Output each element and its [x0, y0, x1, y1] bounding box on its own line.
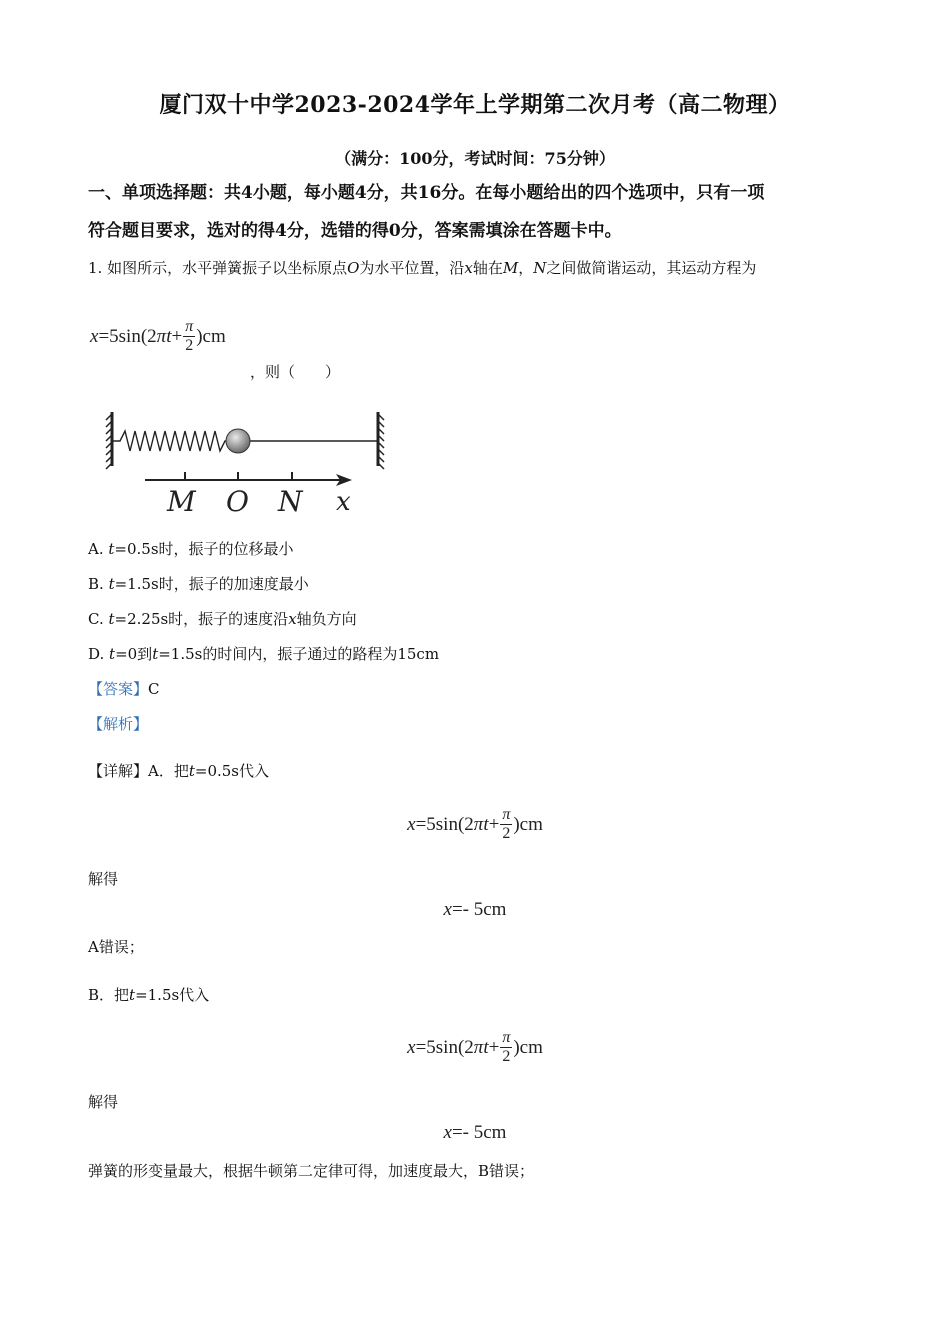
label-x: x	[336, 487, 351, 517]
option-a: A. t=0.5s时，振子的位移最小	[88, 540, 294, 558]
label-N: N	[278, 485, 303, 518]
result-b: x =- 5cm	[443, 1122, 507, 1143]
equation-b: x =5sin(2 π t + $\frac{\pi}{2}$ )cm	[407, 1029, 543, 1065]
solve-label-2: 解得	[88, 1093, 119, 1111]
answer-label: 【答案】	[88, 680, 149, 698]
page-title: 厦门双十中学2023-2024学年上学期第二次月考（高二物理）	[159, 92, 791, 118]
analysis-label: 【解析】	[88, 715, 149, 733]
answer-row	[88, 678, 160, 699]
section-heading	[88, 174, 868, 250]
option-d: D. t=0到t=1.5s的时间内，振子通过的路程为15cm	[88, 645, 440, 663]
equation-a: x =5sin(2 π t + $\frac{\pi}{2}$ )cm	[407, 806, 543, 842]
result-a: x =- 5cm	[443, 899, 507, 920]
section-line-1: 一、单项选择题：共4小题，每小题4分，共16分。在每小题给出的四个选项中，只有一项	[88, 183, 765, 203]
oscillator-ball	[226, 429, 250, 453]
detail-b: B．把t=1.5s代入	[88, 986, 210, 1004]
question-1-stem: 1. 如图所示，水平弹簧振子以坐标原点O为水平位置，沿x轴在M，N之间做简谐运动，其运动方程为	[88, 259, 757, 277]
a-wrong: A错误；	[88, 938, 144, 956]
label-M: M	[167, 485, 196, 518]
b-conclusion: 弹簧的形变量最大，根据牛顿第二定律可得，加速度最大，B错误；	[88, 1162, 535, 1180]
spring	[112, 431, 228, 451]
question-then: ，则（ ）	[250, 363, 341, 381]
motion-equation: x =5sin(2 π t + $\frac{\pi}{2}$ )cm	[90, 318, 226, 354]
option-c: C. t=2.25s时，振子的速度沿x轴负方向	[88, 610, 357, 628]
spring-oscillator-figure	[100, 404, 400, 522]
answer-value: C	[148, 680, 160, 698]
label-O: O	[226, 485, 249, 518]
section-line-2: 符合题目要求，选对的得4分，选错的得0分，答案需填涂在答题卡中。	[88, 221, 622, 241]
option-b: B. t=1.5s时，振子的加速度最小	[88, 575, 309, 593]
solve-label-1: 解得	[88, 870, 119, 888]
detail-a: 【详解】A．把t=0.5s代入	[88, 762, 269, 780]
exam-info: （满分：100分，考试时间：75分钟）	[335, 149, 615, 168]
